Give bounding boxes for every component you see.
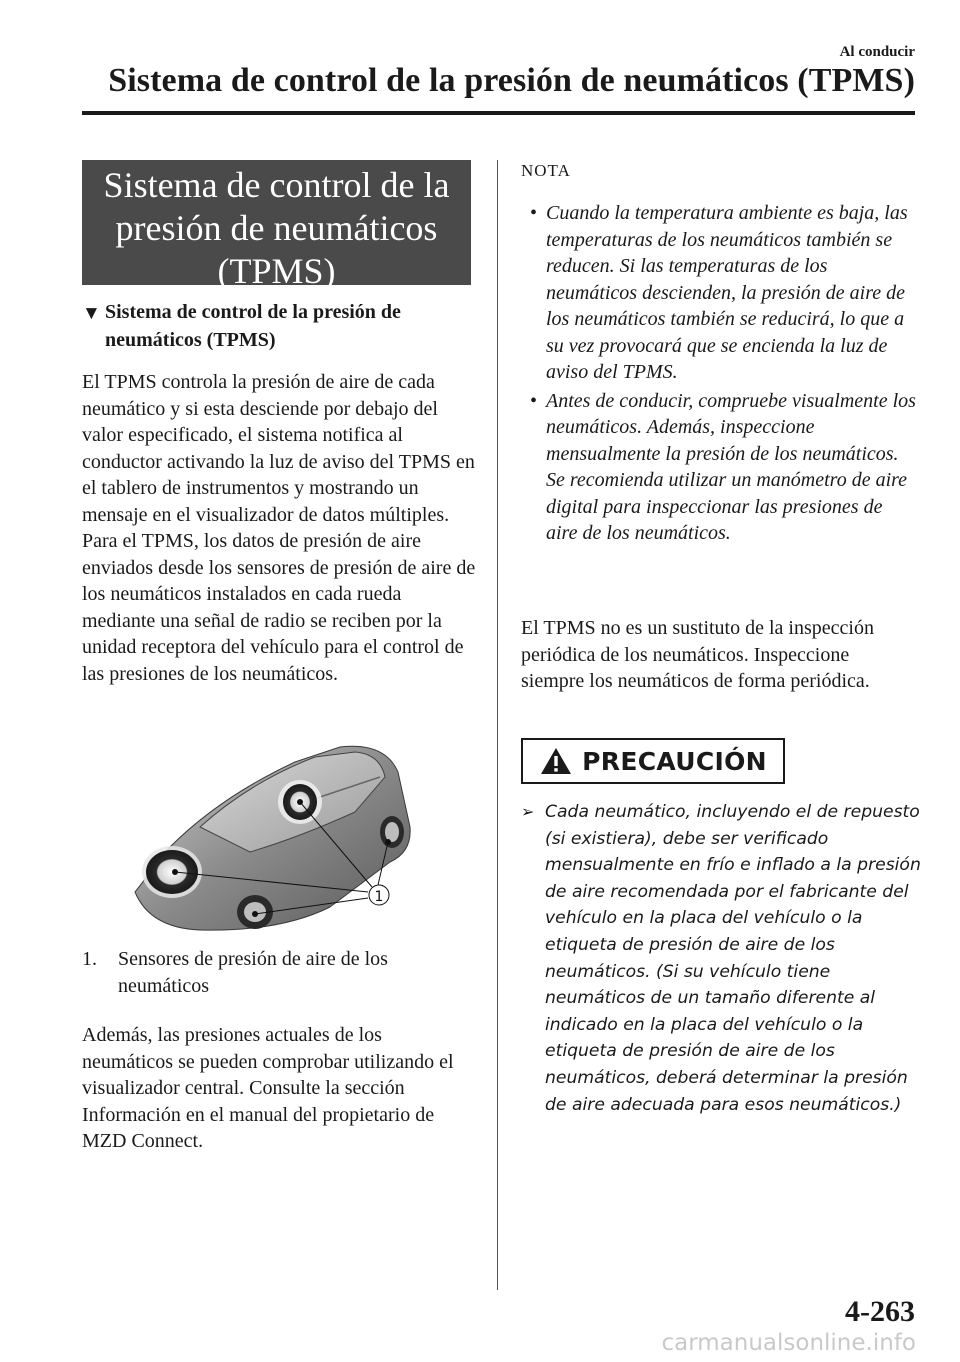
section-title-box: [82, 160, 471, 291]
header-rule: [82, 111, 915, 115]
triangle-down-icon: ▼: [82, 303, 101, 324]
subheading: [82, 298, 472, 354]
page-header-title: Sistema de control de la presión de neumáticos (TPMS): [108, 62, 915, 99]
note-list: [521, 200, 916, 549]
chapter-label: Al conducir: [839, 44, 915, 60]
note-item-text: Cuando la temperatura ambiente es baja, las temperaturas de los neumáticos también se reducen. Si las temperaturas de los neumáticos descienden, la presión de aire de los neumáticos también se reducirá, lo que a su vez provocará que se encienda la luz de aviso del TPMS.: [546, 202, 908, 383]
bullet-icon: •: [530, 202, 538, 224]
bullet-icon: •: [530, 389, 538, 412]
callout-number: 1: [374, 889, 384, 905]
central-display-paragraph: Además, las presiones actuales de los neumáticos se pueden comprobar utilizando el visualizador central. Consulte la sección Información en el manual del propietario de MZD Connect.: [82, 1024, 454, 1152]
caution-box: [521, 738, 785, 784]
arrow-bullet-icon: ➢: [521, 802, 535, 821]
note-item-text: Antes de conducir, compruebe visualmente los neumáticos. Además, inspeccione mensualmente la presión de los neumáticos. Se recomienda utilizar un manómetro de aire digital para inspeccionar las presiones de aire de los neumáticos.: [546, 389, 916, 544]
intro-paragraph: El TPMS controla la presión de aire de cada neumático y si esta desciende por debajo del valor especificado, el sistema notifica al conductor activando la luz de aviso del TPMS en el tablero de instrumentos y mostrando un mensaje en el visualizador de datos múltiples. Para el TPMS, los datos de presión de aire enviados desde los sensores de presión de aire de los neumáticos instalados en cada rueda mediante una señal de radio se reciben por la unidad receptora del vehículo para el control de las presiones de los neumáticos.: [82, 371, 476, 685]
caution-text: Cada neumático, incluyendo el de repuesto (si existiera), debe ser verificado mensualmente en frío e inflado a la presión de aire recomendada por el fabricante del vehículo en la placa del vehículo o la etiqueta de presión de aire de los neumáticos. (Si su vehículo tiene neumáticos de un tamaño diferente al indicado en la placa del vehículo o la etiqueta de presión de aire de los neumáticos, deberá determinar la presión de aire adecuada para esos neumáticos.): [545, 802, 921, 1115]
car-tpms-figure: [130, 742, 420, 932]
note-item: [521, 388, 916, 547]
caution-text-block: [521, 799, 921, 1118]
note-item: [521, 200, 916, 386]
section-title-line-3: (TPMS): [217, 251, 336, 291]
caption-text: Sensores de presión de aire de los neumáticos: [118, 948, 388, 997]
caption-number: 1.: [82, 948, 97, 970]
figure-caption: [82, 946, 472, 999]
tpms-inspection-paragraph: El TPMS no es un sustituto de la inspección periódica de los neumáticos. Inspeccione siempre los neumáticos de forma periódica.: [521, 617, 874, 692]
section-title-line-2: presión de neumáticos: [115, 208, 438, 248]
car-illustration: [130, 742, 420, 932]
column-divider: [497, 160, 498, 1290]
watermark: carmanualsonline.info: [661, 1330, 916, 1356]
section-title-line-1: Sistema de control de la: [103, 165, 450, 205]
subheading-text: Sistema de control de la presión de neumáticos (TPMS): [105, 301, 401, 351]
note-label: NOTA: [521, 161, 571, 180]
warning-triangle-icon: [539, 746, 573, 776]
page-number: 4-263: [845, 1295, 915, 1328]
caution-label: PRECAUCIÓN: [582, 746, 767, 776]
